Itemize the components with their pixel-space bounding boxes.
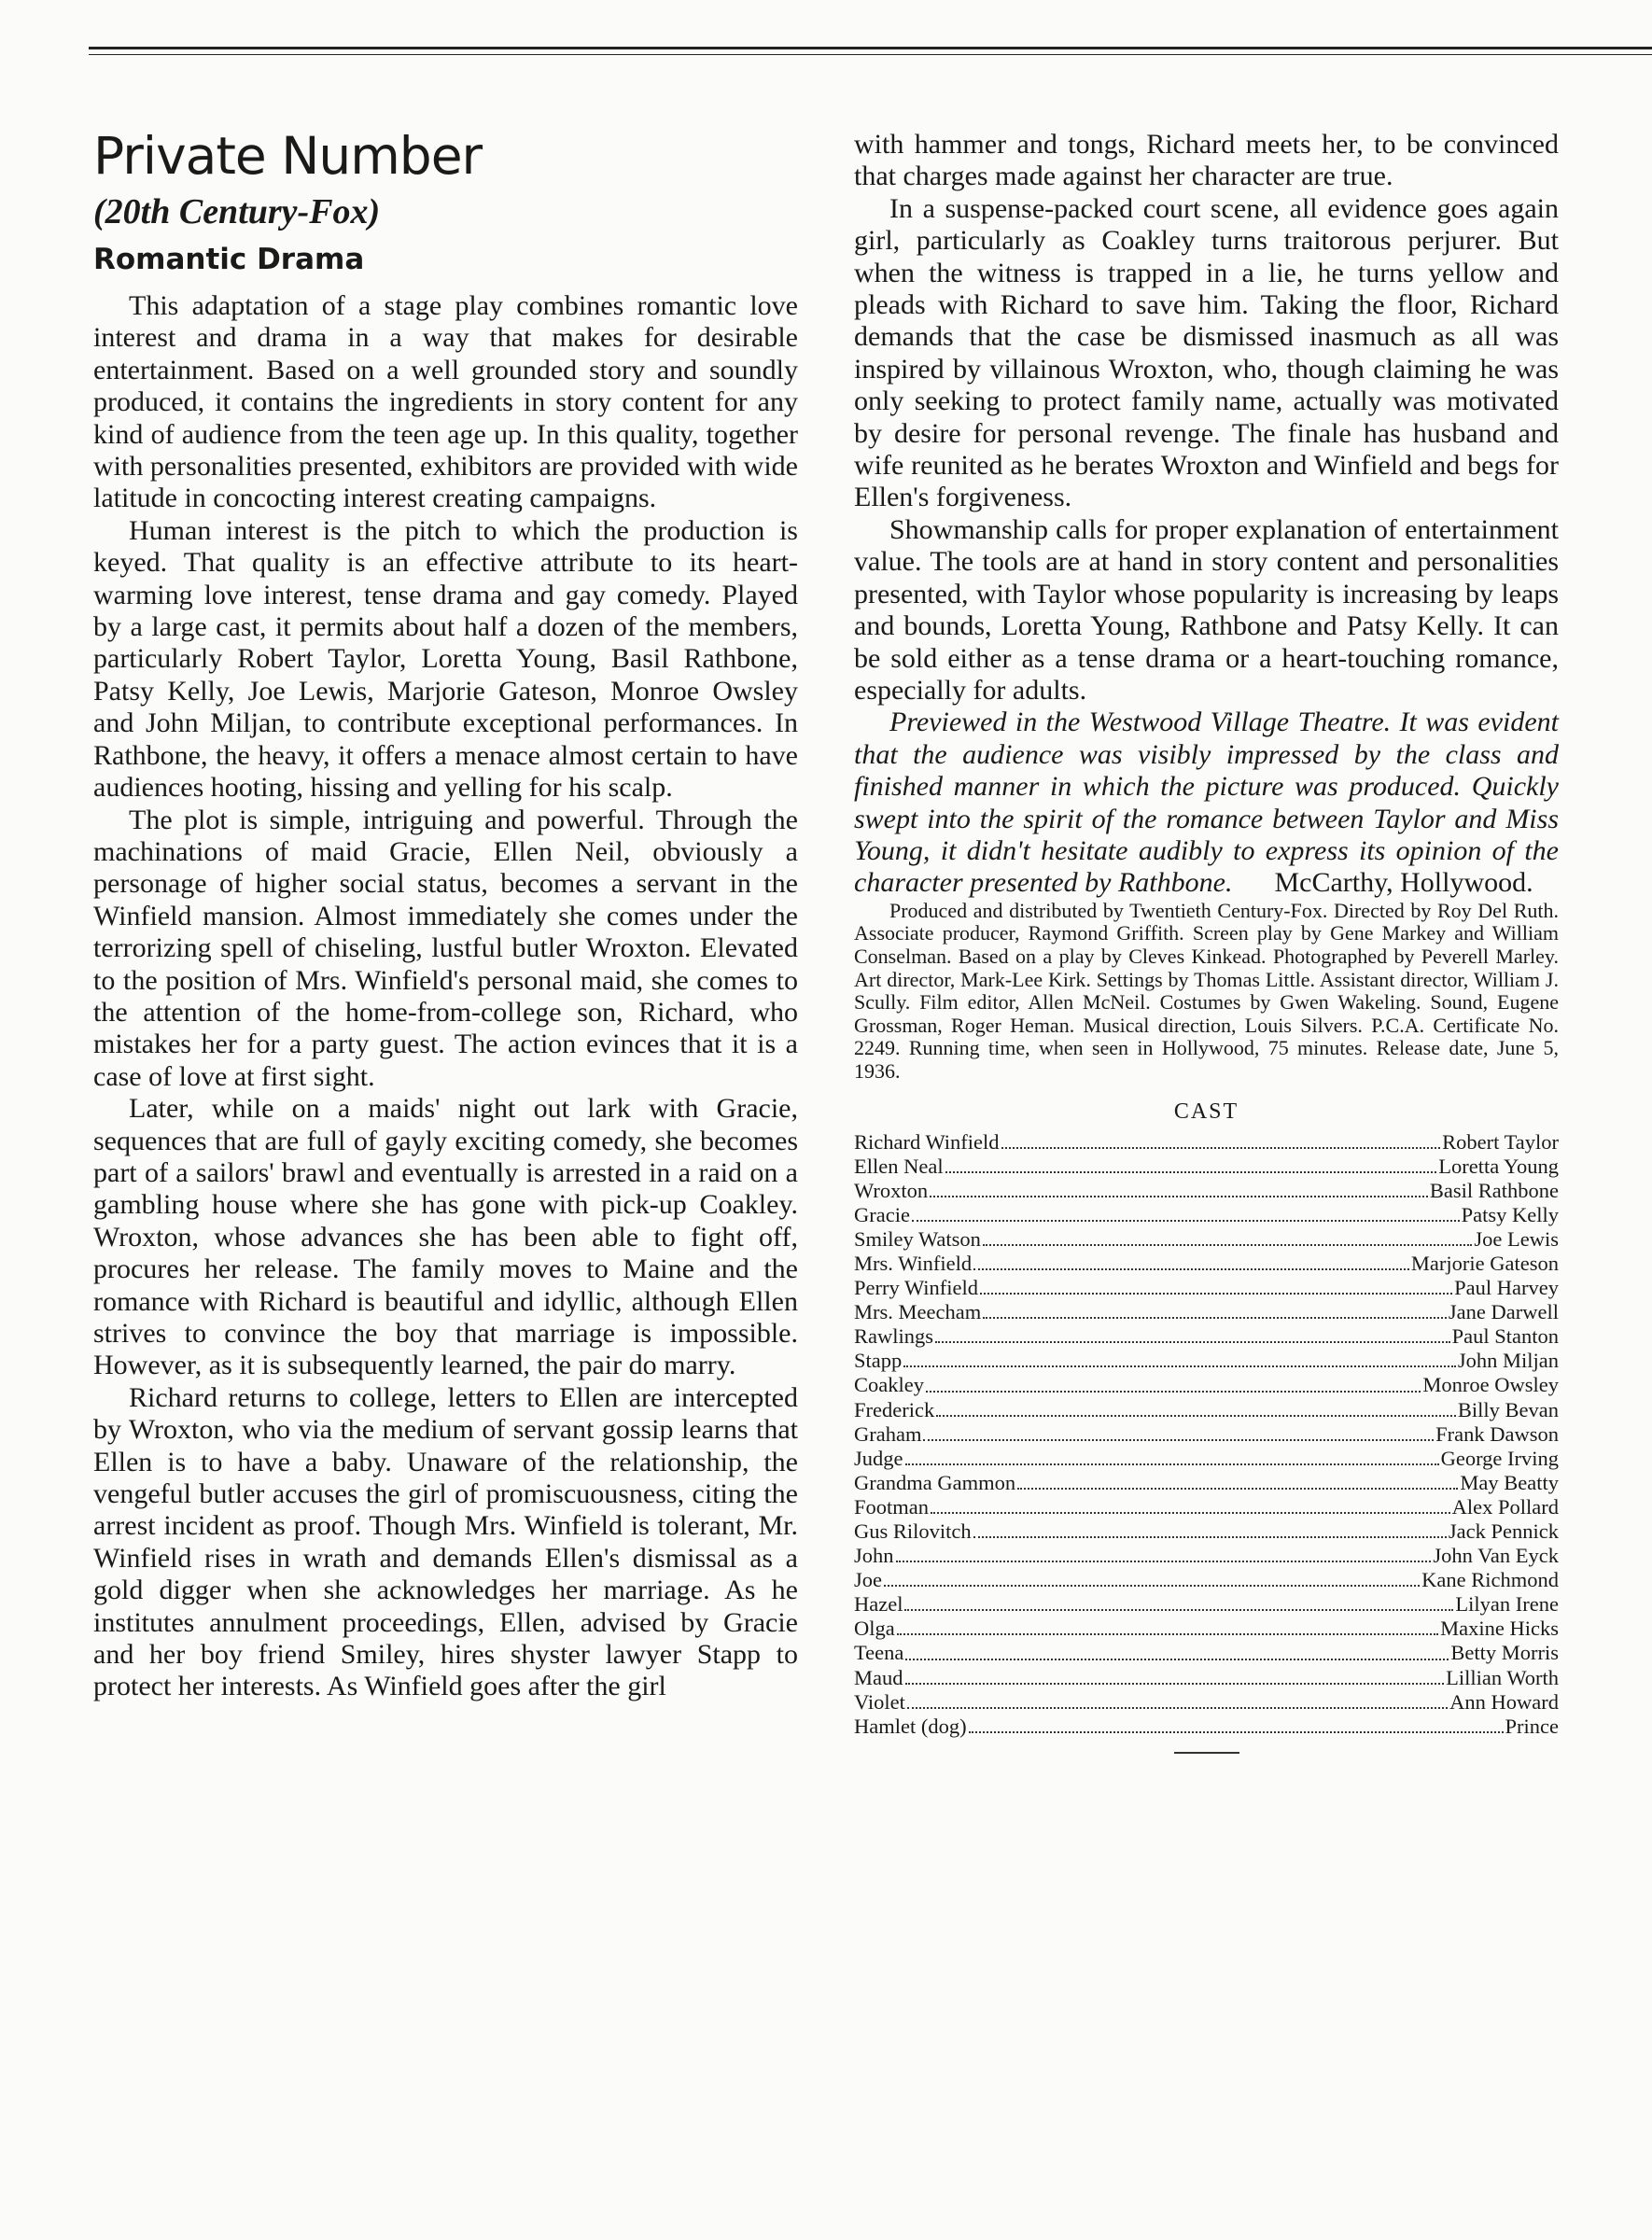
cast-role: Olga bbox=[854, 1617, 895, 1641]
cast-row bbox=[854, 1495, 1559, 1519]
cast-actor: Ann Howard bbox=[1449, 1689, 1559, 1714]
leader-dots bbox=[903, 1365, 1456, 1367]
cast-row bbox=[854, 1227, 1559, 1252]
preview-note bbox=[854, 707, 1559, 899]
cast-actor: Jack Pennick bbox=[1448, 1519, 1559, 1543]
cast-role: Hamlet (dog) bbox=[854, 1714, 967, 1738]
cast-role: Gus Rilovitch bbox=[854, 1519, 972, 1543]
cast-role: Grandma Gammon bbox=[854, 1470, 1016, 1494]
leader-dots bbox=[969, 1731, 1504, 1733]
cast-actor: Jane Darwell bbox=[1448, 1300, 1559, 1324]
leader-dots bbox=[905, 1463, 1439, 1465]
end-rule bbox=[1174, 1752, 1239, 1754]
cast-role: Mrs. Meecham bbox=[854, 1300, 982, 1324]
cast-role: Frederick bbox=[854, 1397, 935, 1421]
cast-row bbox=[854, 1155, 1559, 1179]
cast-row bbox=[854, 1203, 1559, 1227]
cast-row bbox=[854, 1422, 1559, 1447]
cast-list bbox=[854, 1130, 1559, 1739]
cast-actor: May Beatty bbox=[1460, 1470, 1559, 1494]
paragraph: Showmanship calls for proper explanation of entertainment value. The tools are at hand in story content and personalities presented, with Taylor whose popularity is increasing by leaps and bounds, Loretta Young, Rathbone and Patsy Kelly. It can be sold either as a tense drama or a heart-touching romance, especially for adults. bbox=[854, 513, 1559, 706]
production-credits: Produced and distributed by Twentieth Century-Fox. Directed by Roy Del Ruth. Associate producer, Raymond Griffith. Screen play by Gene Markey and William Conselman. Based on a play by Cleves Kinkead. Photographed by Peverell Marley. Art director, Mark-Lee Kirk. Settings by Thomas Little. Assistant director, William J. Scully. Film editor, Allen McNeil. Costumes by Gwen Wakeling. Sound, Eugene Grossman, Roger Heman. Musical direction, Louis Silvers. P.C.A. Certificate No. 2249. Running time, when seen in Hollywood, 75 minutes. Release date, June 5, 1936. bbox=[854, 898, 1559, 1083]
cast-actor: Patsy Kelly bbox=[1461, 1202, 1559, 1226]
cast-row bbox=[854, 1349, 1559, 1373]
cast-row bbox=[854, 1130, 1559, 1155]
cast-actor: Betty Morris bbox=[1450, 1641, 1559, 1665]
cast-actor: George Irving bbox=[1440, 1446, 1559, 1470]
cast-role: Perry Winfield bbox=[854, 1276, 979, 1300]
cast-role: Graham bbox=[854, 1421, 922, 1446]
leader-dots bbox=[896, 1561, 1432, 1562]
leader-dots bbox=[1017, 1488, 1458, 1490]
left-column bbox=[93, 126, 798, 1703]
leader-dots bbox=[905, 1683, 1445, 1685]
right-column bbox=[854, 129, 1559, 1754]
cast-heading: CAST bbox=[1173, 1099, 1239, 1124]
cast-actor: Loretta Young bbox=[1438, 1154, 1559, 1178]
leader-dots bbox=[983, 1317, 1447, 1319]
leader-dots bbox=[926, 1391, 1421, 1393]
cast-actor: Prince bbox=[1505, 1714, 1559, 1738]
reviewer-signature: McCarthy, Hollywood. bbox=[1274, 867, 1533, 899]
cast-role: Gracie bbox=[854, 1202, 910, 1226]
cast-actor: Billy Bevan bbox=[1457, 1397, 1559, 1421]
paragraph: In a suspense-packed court scene, all evidence goes again girl, particularly as Coakley turns traitorous perjurer. But when the witness is trapped in a lie, he turns yellow and pleads with Richard to save him. Taking the floor, Richard demands that the case be dismissed inasmuch as all was inspired by villainous Wroxton, who, though claiming he was only seeking to protect family name, actually was motivated by desire for personal revenge. The finale has husband and wife reunited as he berates Wroxton and Winfield and begs for Ellen's forgiveness. bbox=[854, 192, 1559, 513]
cast-role: Joe bbox=[854, 1568, 882, 1592]
cast-row bbox=[854, 1641, 1559, 1665]
cast-role: Hazel bbox=[854, 1592, 903, 1617]
leader-dots bbox=[936, 1415, 1456, 1417]
paragraph: Later, while on a maids' night out lark with Gracie, sequences that are full of gayly exciting comedy, she becomes part of a sailors' brawl and eventually is arrested in a raid on a gambling house where she has gone with pick-up Coakley. Wroxton, whose advances she has been able to fight off, procures her release. The family moves to Maine and the romance with Richard is beautiful and idyllic, although Ellen strives to convince the boy that marriage is impossible. However, as it is subsequently learned, the pair do marry. bbox=[93, 1093, 798, 1381]
cast-role: Coakley bbox=[854, 1373, 924, 1397]
paragraph-split-part-b: with hammer and tongs, Richard meets her, to be convinced that charges made against her character are true. bbox=[854, 129, 1559, 192]
cast-role: Rawlings bbox=[854, 1324, 934, 1349]
cast-row bbox=[854, 1447, 1559, 1471]
cast-actor: Paul Stanton bbox=[1451, 1324, 1559, 1349]
cast-row bbox=[854, 1666, 1559, 1690]
cast-actor: John Van Eyck bbox=[1433, 1544, 1559, 1568]
cast-actor: Frank Dawson bbox=[1435, 1421, 1559, 1446]
leader-dots bbox=[907, 1707, 1448, 1709]
cast-actor: Alex Pollard bbox=[1451, 1494, 1559, 1519]
cast-actor: Kane Richmond bbox=[1421, 1568, 1559, 1592]
leader-dots bbox=[945, 1171, 1437, 1173]
cast-actor: John Miljan bbox=[1457, 1349, 1559, 1373]
cast-actor: Paul Harvey bbox=[1454, 1276, 1559, 1300]
cast-actor: Lillian Worth bbox=[1446, 1665, 1559, 1689]
cast-row bbox=[854, 1568, 1559, 1592]
cast-actor: Lilyan Irene bbox=[1455, 1592, 1559, 1617]
cast-row bbox=[854, 1252, 1559, 1276]
cast-row bbox=[854, 1373, 1559, 1397]
paragraph: The plot is simple, intriguing and powerful. Through the machinations of maid Gracie, Ellen Neil, obviously a personage of higher social status, becomes a servant in the Winfield mansion. Almost immediately she comes under the terrorizing spell of chiseling, lustful butler Wroxton. Elevated to the position of Mrs. Winfield's personal maid, she comes to the attention of the home-from-college son, Richard, who mistakes her for a party guest. The action evinces that it is a case of love at first sight. bbox=[93, 804, 798, 1092]
leader-dots bbox=[912, 1220, 1460, 1222]
cast-role: John bbox=[854, 1544, 894, 1568]
leader-dots bbox=[897, 1633, 1438, 1635]
cast-role: Maud bbox=[854, 1665, 903, 1689]
cast-actor: Marjorie Gateson bbox=[1410, 1251, 1559, 1275]
leader-dots bbox=[930, 1196, 1428, 1197]
leader-dots bbox=[973, 1536, 1447, 1538]
studio-name: (20th Century-Fox) bbox=[93, 192, 381, 231]
cast-row bbox=[854, 1715, 1559, 1739]
leader-dots bbox=[923, 1439, 1434, 1441]
top-rule bbox=[89, 47, 1652, 55]
cast-role: Judge bbox=[854, 1446, 903, 1470]
cast-role: Richard Winfield bbox=[854, 1129, 1000, 1154]
cast-row bbox=[854, 1398, 1559, 1422]
cast-row bbox=[854, 1519, 1559, 1544]
leader-dots bbox=[905, 1659, 1449, 1660]
cast-row bbox=[854, 1592, 1559, 1617]
leader-dots bbox=[931, 1512, 1450, 1514]
cast-row bbox=[854, 1179, 1559, 1203]
cast-role: Teena bbox=[854, 1641, 904, 1665]
cast-role: Mrs. Winfield bbox=[854, 1251, 973, 1275]
cast-actor: Maxine Hicks bbox=[1440, 1617, 1559, 1641]
cast-role: Smiley Watson bbox=[854, 1226, 981, 1251]
leader-dots bbox=[1001, 1147, 1441, 1149]
cast-row bbox=[854, 1324, 1559, 1349]
leader-dots bbox=[904, 1609, 1453, 1611]
cast-row bbox=[854, 1617, 1559, 1641]
cast-row bbox=[854, 1471, 1559, 1495]
cast-role: Footman bbox=[854, 1494, 930, 1519]
cast-row bbox=[854, 1544, 1559, 1568]
cast-actor: Basil Rathbone bbox=[1429, 1178, 1559, 1202]
cast-actor: Monroe Owsley bbox=[1422, 1373, 1559, 1397]
cast-actor: Robert Taylor bbox=[1442, 1129, 1559, 1154]
cast-role: Ellen Neal bbox=[854, 1154, 944, 1178]
leader-dots bbox=[884, 1585, 1420, 1587]
cast-role: Stapp bbox=[854, 1349, 903, 1373]
cast-role: Violet bbox=[854, 1689, 905, 1714]
leader-dots bbox=[983, 1244, 1472, 1246]
paragraph-split-part-a: Richard returns to college, letters to Ellen are intercepted by Wroxton, who via the medium of servant gossip learns that Ellen is to have a baby. Unaware of the relationship, the vengeful butler accuses the girl of promiscuousness, citing the arrest incident as proof. Though Mrs. Winfield is tolerant, Mr. Winfield rises in wrath and demands Ellen's dismissal as a gold digger when she acknowledges her marriage. As he institutes annulment proceedings, Ellen, advised by Gracie and her boy friend Smiley, hires shyster lawyer Stapp to protect her interests. As Winfield goes after the girl bbox=[93, 1381, 798, 1702]
cast-row bbox=[854, 1276, 1559, 1300]
paragraph: Human interest is the pitch to which the production is keyed. That quality is an effective attribute to its heart-warming love interest, tense drama and gay comedy. Played by a large cast, it permits about half a dozen of the members, particularly Robert Taylor, Loretta Young, Basil Rathbone, Patsy Kelly, Joe Lewis, Marjorie Gateson, Monroe Owsley and John Miljan, to contribute exceptional performances. In Rathbone, the heavy, it offers a menace almost certain to have audiences hooting, hissing and yelling for his scalp. bbox=[93, 514, 798, 804]
cast-role: Wroxton bbox=[854, 1178, 929, 1202]
paragraph: This adaptation of a stage play combines romantic love interest and drama in a way that makes for desirable entertainment. Based on a well grounded story and soundly produced, it contains the ingredients in story content for any kind of audience from the teen age up. In this quality, together with personalities presented, exhibitors are provided with wide latitude in concocting interest creating campaigns. bbox=[93, 290, 798, 514]
review-title: Private Number bbox=[93, 126, 483, 186]
cast-row bbox=[854, 1690, 1559, 1715]
leader-dots bbox=[935, 1341, 1450, 1343]
leader-dots bbox=[973, 1268, 1409, 1270]
leader-dots bbox=[980, 1293, 1452, 1295]
cast-row bbox=[854, 1300, 1559, 1324]
cast-actor: Joe Lewis bbox=[1474, 1226, 1559, 1251]
preview-text: Previewed in the Westwood Village Theatre. It was evident that the audience was visibly impressed by the class and finished manner in which the picture was produced. Quickly swept into the spirit of the romance between Taylor and Miss Young, it didn't hesitate audibly to express its opinion of the character presented by Rathbone. bbox=[854, 707, 1559, 899]
genre-label: Romantic Drama bbox=[93, 243, 365, 276]
